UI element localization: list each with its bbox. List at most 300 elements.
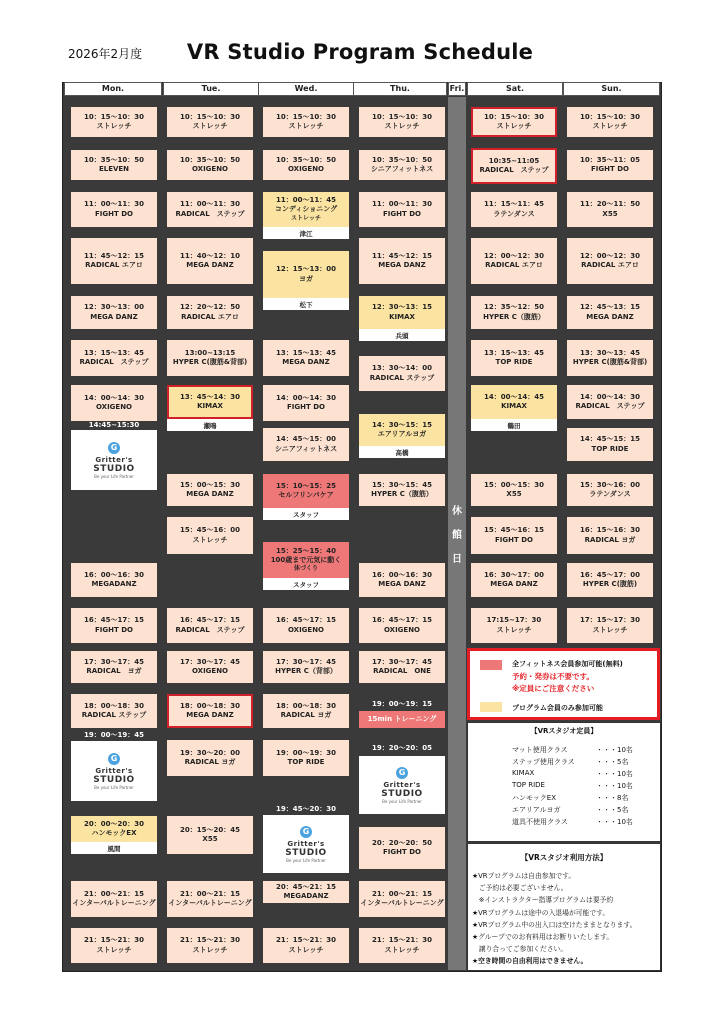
program-name: RADICAL ヨガ bbox=[280, 711, 332, 719]
program-cell bbox=[263, 928, 349, 963]
capacity-row bbox=[512, 805, 642, 815]
program-time: 12：30～13：15 bbox=[372, 303, 432, 312]
program-cell bbox=[167, 150, 253, 180]
program-time: 17：30～17：45 bbox=[84, 657, 144, 666]
instructor-name: 兵頭 bbox=[359, 329, 445, 341]
program-name: FIGHT DO bbox=[383, 848, 421, 856]
program-name: OXIGENO bbox=[383, 625, 421, 634]
usage-box bbox=[467, 843, 661, 971]
program-name: ヨガ bbox=[299, 274, 313, 283]
day-header: Mon. bbox=[64, 82, 162, 96]
logo-text-1: Gritter's bbox=[95, 455, 133, 464]
program-name: ストレッチ bbox=[288, 122, 324, 130]
program-cell bbox=[359, 474, 445, 506]
program-cell bbox=[263, 651, 349, 683]
program-name: ストレッチ bbox=[496, 122, 532, 130]
program-time: 20：15～20：45 bbox=[180, 825, 240, 834]
program-time: 13：30～13：45 bbox=[580, 348, 640, 357]
program-cell bbox=[359, 356, 445, 391]
program-time: 10：35～10：50 bbox=[84, 155, 144, 164]
capacity-class: エアリアルヨガ bbox=[512, 806, 561, 814]
program-cell bbox=[471, 340, 557, 376]
program-name: X55 bbox=[202, 835, 218, 843]
friday-closed-label bbox=[448, 500, 466, 572]
program-cell bbox=[471, 296, 557, 329]
capacity-class: TOP RIDE bbox=[512, 781, 545, 789]
program-name: RADICAL エアロ bbox=[181, 312, 239, 321]
program-name: ラテンダンス bbox=[589, 490, 631, 498]
usage-line: ★VRプログラム中の出入口は空けたままとなります。 bbox=[472, 920, 637, 929]
program-name: 100歳まで元気に動く bbox=[270, 555, 342, 564]
program-cell bbox=[71, 340, 157, 376]
program-name: MEGA DANZ bbox=[90, 312, 138, 321]
program-time: 13：30～14：00 bbox=[372, 364, 432, 373]
program-time: 19：30～20：00 bbox=[180, 748, 240, 757]
program-name: TOP RIDE bbox=[287, 758, 325, 766]
program-name: OXIGENO bbox=[191, 667, 229, 675]
usage-line: ★空き時間の自由利用はできません。 bbox=[472, 957, 588, 966]
program-time: 21：15～21：30 bbox=[84, 936, 144, 945]
program-time: 14：00～14：45 bbox=[484, 392, 544, 401]
program-cell bbox=[71, 694, 157, 728]
program-time: 18：00～18：30 bbox=[180, 701, 240, 710]
usage-line: 譲り合ってご参加ください。 bbox=[472, 945, 568, 954]
program-time: 12：30～13：00 bbox=[84, 303, 144, 312]
capacity-row bbox=[512, 817, 642, 827]
program-time: 11：00～11：30 bbox=[372, 200, 432, 209]
program-cell bbox=[359, 881, 445, 917]
program-cell bbox=[263, 428, 349, 461]
program-name: ストレッチ bbox=[288, 945, 324, 954]
legend-red-note-1: 予約・発券は不要です。 bbox=[512, 672, 594, 681]
program-name: ストレッチ bbox=[592, 122, 628, 130]
program-cell bbox=[167, 608, 253, 643]
program-name: HYPER C（背部） bbox=[275, 667, 337, 675]
program-cell bbox=[263, 107, 349, 137]
instructor-name: 高橋 bbox=[359, 446, 445, 458]
logo-text-1: Gritter's bbox=[383, 780, 421, 789]
capacity-value: ・・・10名 bbox=[596, 782, 633, 790]
day-header: Tue. bbox=[163, 82, 259, 96]
program-time: 15：25～15：40 bbox=[276, 546, 336, 555]
program-name: インターバルトレーニング bbox=[72, 899, 156, 907]
program-time: 21：15～21：30 bbox=[276, 936, 336, 945]
program-cell bbox=[263, 474, 349, 508]
program-name: ストレッチ bbox=[592, 625, 628, 634]
program-time: 15：30～16：00 bbox=[580, 480, 640, 489]
program-cell bbox=[167, 816, 253, 854]
program-cell bbox=[359, 651, 445, 683]
program-name: RADICAL エアロ bbox=[581, 261, 639, 269]
program-cell bbox=[263, 881, 349, 903]
logo-mark-icon: G bbox=[396, 767, 408, 779]
program-name: RADICAL エアロ bbox=[485, 261, 543, 269]
logo-text-1: Gritter's bbox=[95, 766, 133, 775]
program-cell bbox=[359, 107, 445, 137]
program-name: RADICAL ヨガ bbox=[86, 667, 142, 675]
capacity-value: ・・・10名 bbox=[596, 818, 633, 826]
program-time: 20：00～20：30 bbox=[84, 819, 144, 828]
program-name: HYPER C(腹筋&背部) bbox=[172, 358, 248, 366]
program-cell bbox=[71, 928, 157, 963]
instructor-name: 松下 bbox=[263, 298, 349, 310]
program-name: ストレッチ bbox=[96, 945, 132, 954]
program-time: 16：45～17：15 bbox=[372, 616, 432, 625]
program-cell bbox=[71, 192, 157, 227]
program-name: MEGA DANZ bbox=[586, 312, 634, 321]
capacity-box bbox=[467, 722, 661, 842]
time-label: 19：00～19：45 bbox=[84, 731, 144, 739]
program-name: エアリアルヨガ bbox=[377, 430, 427, 438]
program-time: 14：00～14：30 bbox=[84, 393, 144, 402]
program-time: 21：15～21：30 bbox=[372, 936, 432, 945]
program-time: 11：15～11：45 bbox=[484, 200, 544, 209]
program-name: RADICAL ONE bbox=[373, 667, 431, 675]
program-name: OXIGENO bbox=[95, 403, 133, 411]
capacity-row bbox=[512, 781, 642, 789]
program-cell bbox=[167, 740, 253, 776]
logo-mark-icon: G bbox=[108, 753, 120, 765]
program-cell bbox=[567, 238, 653, 284]
usage-title: 【VRスタジオ利用方法】 bbox=[520, 853, 608, 862]
program-cell bbox=[71, 107, 157, 137]
program-name: OXIGENO bbox=[287, 165, 325, 173]
program-time: 12：45～13：15 bbox=[580, 303, 640, 312]
program-time: 21：00～21：15 bbox=[372, 889, 432, 898]
program-time: 15：30～15：45 bbox=[372, 480, 432, 489]
program-name: MEGA DANZ bbox=[186, 490, 234, 498]
usage-line: ★グループでのお有料用はお断りいたします。 bbox=[472, 933, 614, 941]
day-header: Wed. bbox=[258, 82, 354, 96]
capacity-class: ハンモックEX bbox=[512, 794, 557, 802]
instructor-name: 津江 bbox=[263, 227, 349, 239]
program-name: ストレッチ bbox=[384, 945, 420, 954]
program-name: コンディショニング bbox=[274, 205, 338, 214]
legend-pink-title: 全フィットネス会員参加可能(無料) bbox=[512, 660, 623, 668]
program-time: 15：00～15：30 bbox=[484, 480, 544, 489]
instructor-name: 鶴田 bbox=[471, 419, 557, 431]
program-cell bbox=[263, 608, 349, 643]
program-name: HYPER C（腹筋） bbox=[483, 312, 545, 321]
day-header: Sun. bbox=[563, 82, 660, 96]
program-time: 11：20～11：50 bbox=[580, 200, 640, 209]
program-time: 14：45～15：15 bbox=[580, 435, 640, 444]
time-label: 19：20～20：05 bbox=[372, 744, 432, 752]
time-label: 14:45~15:30 bbox=[88, 421, 140, 429]
usage-line: ★VRプログラムは自由参加です。 bbox=[472, 872, 576, 880]
program-time: 13:00~13:15 bbox=[184, 348, 236, 357]
program-name: X55 bbox=[602, 209, 618, 218]
program-name: RADICAL ステップ bbox=[79, 358, 149, 366]
program-time: 18：00～18：30 bbox=[276, 701, 336, 710]
program-name: RADICAL エアロ bbox=[85, 261, 143, 269]
program-name: OXIGENO bbox=[191, 165, 229, 173]
program-name: RADICAL ステップ bbox=[479, 166, 549, 174]
program-cell bbox=[471, 563, 557, 597]
logo-tagline: Be your Life Partner bbox=[286, 857, 326, 863]
program-cell bbox=[263, 694, 349, 728]
studio-logo bbox=[71, 430, 157, 490]
program-name: ハンモックEX bbox=[91, 829, 137, 837]
program-cell bbox=[471, 385, 557, 419]
capacity-class: ステップ使用クラス bbox=[512, 758, 575, 766]
logo-tagline: Be your Life Partner bbox=[94, 784, 134, 790]
program-cell bbox=[567, 563, 653, 597]
program-name: セルフリンパケア bbox=[278, 491, 334, 499]
program-cell bbox=[263, 251, 349, 298]
capacity-value: ・・・5名 bbox=[596, 806, 629, 814]
program-time: 13：15～13：45 bbox=[484, 348, 544, 357]
logo-mark-icon: G bbox=[300, 826, 312, 838]
program-name: MEGA DANZ bbox=[378, 580, 426, 588]
program-name: HYPER C(腹筋) bbox=[582, 580, 638, 588]
program-cell bbox=[567, 428, 653, 461]
training-cell bbox=[359, 711, 445, 728]
program-cell bbox=[263, 385, 349, 421]
program-name: MEGA DANZ bbox=[378, 261, 426, 269]
program-name: MEGA DANZ bbox=[282, 358, 330, 366]
training-label: 15min トレーニング bbox=[367, 714, 437, 723]
program-time: 10：15～10：30 bbox=[484, 112, 544, 121]
program-time: 10：15～10：30 bbox=[276, 112, 336, 121]
day-header: Sat. bbox=[467, 82, 563, 96]
program-name: MEGADANZ bbox=[91, 580, 137, 588]
program-time: 20：45～21：15 bbox=[276, 882, 336, 891]
program-time: 21：15～21：30 bbox=[180, 936, 240, 945]
program-cell bbox=[471, 238, 557, 284]
capacity-class: 道具不使用クラス bbox=[512, 818, 568, 826]
studio-logo bbox=[359, 756, 445, 814]
program-name: FIGHT DO bbox=[383, 209, 421, 218]
program-cell bbox=[71, 385, 157, 421]
program-time: 11：45～12：15 bbox=[372, 251, 432, 260]
program-time: 15：45～16：15 bbox=[484, 526, 544, 535]
program-cell bbox=[359, 414, 445, 446]
program-name: RADICAL ステップ bbox=[175, 625, 245, 634]
legend-yellow-swatch bbox=[480, 702, 502, 712]
program-name: FIGHT DO bbox=[591, 165, 629, 173]
program-name: X55 bbox=[506, 490, 522, 498]
program-cell bbox=[471, 192, 557, 227]
program-cell bbox=[567, 608, 653, 643]
logo-text-2: STUDIO bbox=[93, 463, 135, 474]
program-name: TOP RIDE bbox=[591, 444, 629, 453]
program-cell bbox=[167, 385, 253, 419]
capacity-value: ・・・5名 bbox=[596, 758, 629, 766]
capacity-row bbox=[512, 793, 642, 803]
program-name: TOP RIDE bbox=[495, 358, 533, 366]
program-cell bbox=[167, 192, 253, 227]
program-time: 16：00～16：30 bbox=[84, 570, 144, 579]
program-cell bbox=[167, 340, 253, 376]
program-time: 10：15～10：30 bbox=[84, 112, 144, 121]
program-cell bbox=[71, 238, 157, 284]
program-time: 15：00～15：30 bbox=[180, 480, 240, 489]
program-cell bbox=[71, 296, 157, 329]
program-cell bbox=[167, 238, 253, 284]
instructor-name: スタッフ bbox=[263, 578, 349, 590]
instructor-name: 風間 bbox=[71, 842, 157, 854]
program-cell bbox=[359, 296, 445, 329]
program-cell bbox=[471, 474, 557, 506]
program-time: 14：00～14：30 bbox=[580, 392, 640, 401]
program-cell bbox=[359, 827, 445, 869]
program-name: ストレッチ bbox=[96, 122, 132, 130]
program-cell bbox=[263, 150, 349, 180]
capacity-class: マット使用クラス bbox=[512, 746, 568, 754]
program-cell bbox=[167, 296, 253, 329]
program-cell bbox=[71, 150, 157, 180]
program-time: 18：00～18：30 bbox=[84, 701, 144, 710]
program-name: HYPER C（腹筋） bbox=[371, 490, 433, 498]
legend-red-note-2: ※定員にご注意ください bbox=[512, 684, 595, 693]
instructor-name: 瀬鳴 bbox=[167, 419, 253, 431]
program-time: 12：20～12：50 bbox=[180, 303, 240, 312]
training-time: 19：00～19：15 bbox=[372, 700, 432, 708]
program-time: 10：15～10：30 bbox=[580, 112, 640, 121]
capacity-value: ・・・8名 bbox=[596, 794, 629, 802]
program-cell bbox=[359, 238, 445, 284]
time-label: 19：45～20：30 bbox=[276, 805, 336, 813]
program-cell bbox=[263, 340, 349, 376]
program-name: FIGHT DO bbox=[95, 209, 133, 218]
program-name: OXIGENO bbox=[287, 625, 325, 634]
program-name: シニアフィットネス bbox=[274, 444, 338, 453]
capacity-value: ・・・10名 bbox=[596, 746, 633, 754]
program-name: ラテンダンス bbox=[493, 209, 535, 218]
program-name: ELEVEN bbox=[98, 165, 130, 173]
friday-closed-char: 館 bbox=[452, 530, 462, 541]
program-cell bbox=[263, 192, 349, 227]
program-name: インターバルトレーニング bbox=[360, 899, 444, 907]
capacity-class: KIMAX bbox=[512, 769, 535, 777]
program-time: 16：45～17：00 bbox=[580, 570, 640, 579]
program-time: 16：00～16：30 bbox=[372, 570, 432, 579]
logo-tagline: Be your Life Partner bbox=[382, 798, 422, 804]
logo-text-2: STUDIO bbox=[381, 788, 423, 799]
program-cell bbox=[71, 651, 157, 683]
program-time: 13：15～13：45 bbox=[84, 348, 144, 357]
program-time: 21：00～21：15 bbox=[84, 889, 144, 898]
program-name: RADICAL ヨガ bbox=[584, 535, 636, 544]
program-name: ストレッチ bbox=[192, 945, 228, 954]
program-cell bbox=[263, 740, 349, 776]
program-cell bbox=[359, 608, 445, 643]
program-time: 15：10～15：25 bbox=[276, 481, 336, 490]
program-name: KIMAX bbox=[197, 402, 223, 410]
program-time: 10：15～10：30 bbox=[180, 112, 240, 121]
program-cell bbox=[359, 563, 445, 597]
program-time: 15：45～16：00 bbox=[180, 526, 240, 535]
program-name: HYPER C(腹筋&背部) bbox=[572, 358, 648, 366]
program-name: MEGA DANZ bbox=[186, 711, 234, 719]
program-cell bbox=[71, 608, 157, 643]
program-time: 17：30～17：45 bbox=[372, 657, 432, 666]
program-name: FIGHT DO bbox=[287, 403, 325, 411]
program-cell bbox=[471, 107, 557, 137]
logo-text-2: STUDIO bbox=[93, 774, 135, 785]
program-name: RADICAL ステップ bbox=[81, 711, 147, 719]
friday-closed-char: 日 bbox=[452, 554, 462, 565]
program-name: RADICAL ステップ bbox=[369, 373, 435, 382]
program-time: 14：45～15：00 bbox=[276, 435, 336, 444]
program-cell bbox=[567, 474, 653, 506]
program-time: 16：45～17：15 bbox=[84, 616, 144, 625]
day-header: Fri. bbox=[448, 82, 466, 96]
program-cell bbox=[167, 107, 253, 137]
program-name: インターバルトレーニング bbox=[168, 899, 252, 907]
program-time: 11：00～11：30 bbox=[180, 200, 240, 209]
program-time: 11：40～12：10 bbox=[180, 251, 240, 260]
program-time: 10：15～10：30 bbox=[372, 112, 432, 121]
program-cell bbox=[471, 148, 557, 184]
program-cell bbox=[359, 192, 445, 227]
program-cell bbox=[471, 608, 557, 643]
program-time: 20：20～20：50 bbox=[372, 838, 432, 847]
logo-text-1: Gritter's bbox=[287, 839, 325, 848]
program-cell bbox=[167, 474, 253, 506]
program-time: 11：45～12：15 bbox=[84, 251, 144, 260]
program-time: 14：00～14：30 bbox=[276, 393, 336, 402]
capacity-row bbox=[512, 757, 642, 767]
program-time: 10:35~11:05 bbox=[488, 156, 540, 165]
program-cell bbox=[167, 651, 253, 683]
program-cell bbox=[167, 694, 253, 728]
program-time: 12：15～13：00 bbox=[276, 265, 336, 274]
capacity-row bbox=[512, 769, 642, 777]
legend-pink-swatch bbox=[480, 660, 502, 670]
instructor-name: スタッフ bbox=[263, 508, 349, 520]
program-cell bbox=[567, 150, 653, 180]
program-name: RADICAL ステップ bbox=[575, 402, 645, 410]
program-cell bbox=[471, 517, 557, 554]
program-cell bbox=[167, 928, 253, 963]
program-name: ストレッチ bbox=[496, 625, 532, 634]
program-name: FIGHT DO bbox=[95, 625, 133, 634]
program-name: ストレッチ bbox=[291, 214, 321, 222]
program-cell bbox=[567, 340, 653, 376]
program-time: 10：35～10：50 bbox=[276, 155, 336, 164]
program-cell bbox=[567, 296, 653, 329]
program-cell bbox=[359, 928, 445, 963]
legend-yellow-title: プログラム会員のみ参加可能 bbox=[512, 704, 603, 712]
capacity-value: ・・・10名 bbox=[596, 770, 633, 778]
program-time: 16：15～16：30 bbox=[580, 526, 640, 535]
program-time: 13：45～14：30 bbox=[180, 392, 240, 401]
program-time: 17：30～17：45 bbox=[180, 657, 240, 666]
program-time: 13：15～13：45 bbox=[276, 348, 336, 357]
program-cell bbox=[567, 192, 653, 227]
usage-line: ★VRプログラムは途中の入退場が可能です。 bbox=[472, 908, 610, 917]
program-time: 12：35～12：50 bbox=[484, 303, 544, 312]
program-cell bbox=[567, 517, 653, 554]
program-time: 12：00～12：30 bbox=[580, 251, 640, 260]
program-name: RADICAL ステップ bbox=[175, 209, 245, 218]
program-time: 19：00～19：30 bbox=[276, 748, 336, 757]
program-name: FIGHT DO bbox=[495, 535, 533, 544]
usage-line: ご予約は必要ございません。 bbox=[472, 884, 568, 893]
program-name: ストレッチ bbox=[192, 122, 228, 130]
program-cell bbox=[167, 881, 253, 917]
usage-line: ※インストラクター指導プログラムは要予約 bbox=[472, 896, 614, 905]
program-time: 12：00～12：30 bbox=[484, 251, 544, 260]
studio-logo bbox=[71, 741, 157, 801]
logo-mark-icon: G bbox=[108, 442, 120, 454]
program-time: 11：00～11：30 bbox=[84, 200, 144, 209]
program-time: 16：45～17：15 bbox=[276, 616, 336, 625]
program-name: RADICAL ヨガ bbox=[184, 758, 236, 766]
program-time: 10：35～10：50 bbox=[372, 155, 432, 164]
